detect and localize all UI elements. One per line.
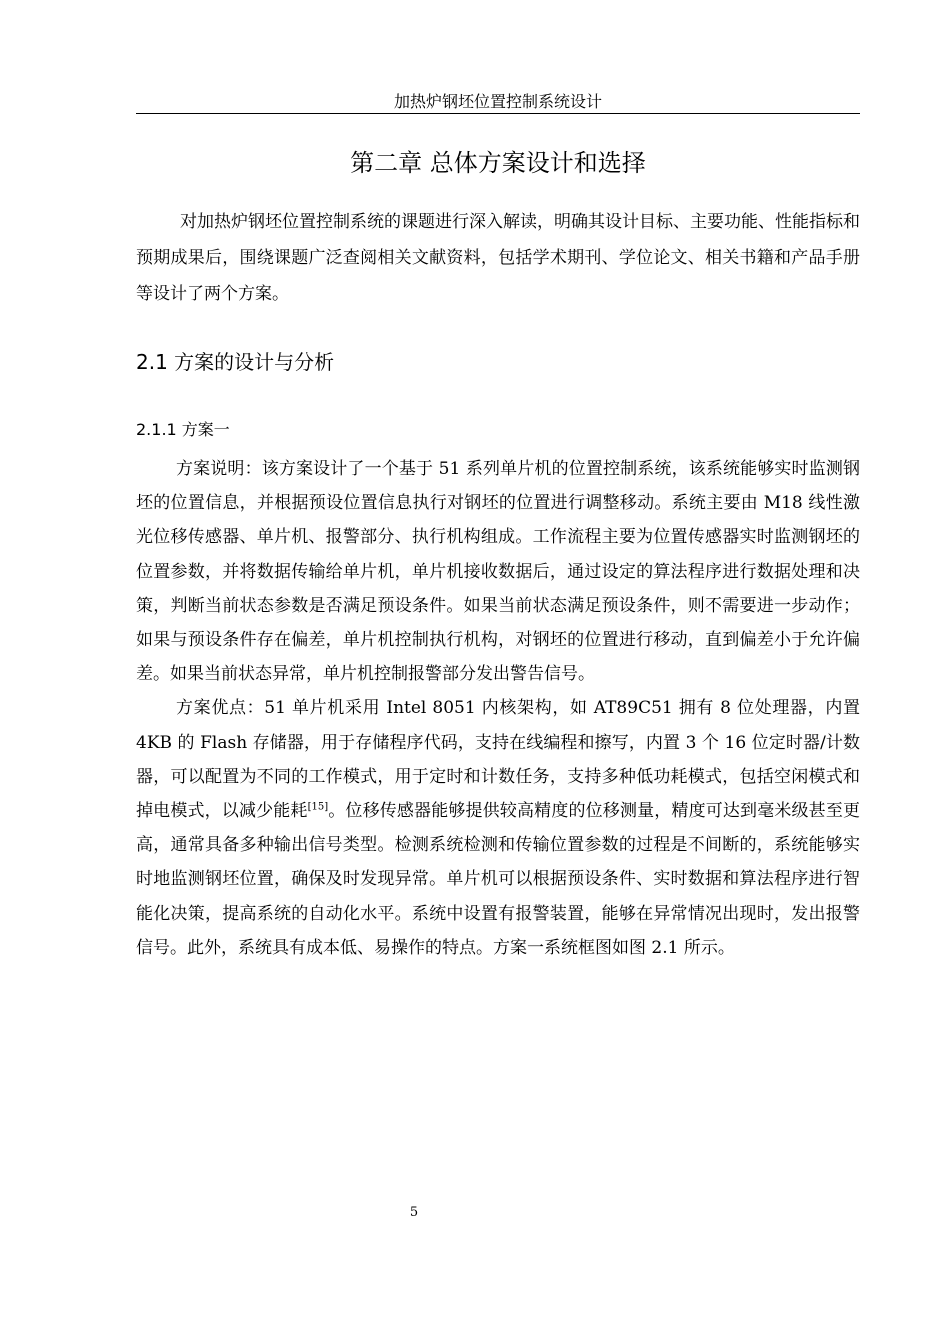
scheme-advantages-paragraph (136, 691, 860, 965)
header-divider (136, 113, 860, 114)
citation-marker: [15] (307, 801, 329, 813)
page-number: 5 (409, 1205, 419, 1220)
body-text (136, 452, 860, 965)
running-header: 加热炉钢坯位置控制系统设计 (393, 92, 602, 111)
chapter-title: 第二章 总体方案设计和选择 (350, 149, 646, 177)
scheme-description-paragraph: 方案说明：该方案设计了一个基于 51 系列单片机的位置控制系统，该系统能够实时监测钢坯的位置信息，并根据预设位置信息执行对钢坯的位置进行调整移动。系统主要由 M18 线性激光位移传感器、单片机、报警部分、执行机构组成。工作流程主要为位置传感器实时监测钢坯的位置参数，并将数据传输给单片机，单片机接收数据后，通过设定的算法程序进行数据处理和决策，判断当前状态参数是否满足预设条件。如果当前状态满足预设条件，则不需要进一步动作；如果与预设条件存在偏差，单片机控制执行机构，对钢坯的位置进行移动，直到偏差小于允许偏差。如果当前状态异常，单片机控制报警部分发出警告信号。 (136, 459, 860, 685)
section-heading: 2.1 方案的设计与分析 (136, 350, 335, 374)
chapter-intro-paragraph: 对加热炉钢坯位置控制系统的课题进行深入解读，明确其设计目标、主要功能、性能指标和预期成果后，围绕课题广泛查阅相关文献资料，包括学术期刊、学位论文、相关书籍和产品手册等设计了两个方案。 (136, 212, 860, 304)
subsection-heading: 2.1.1 方案一 (136, 420, 230, 439)
advantages-text-part-2: 。位移传感器能够提供较高精度的位移测量，精度可达到毫米级甚至更高，通常具备多种输出信号类型。检测系统检测和传输位置参数的过程是不间断的，系统能够实时地监测钢坯位置，确保及时发现异常。单片机可以根据预设条件、实时数据和算法程序进行智能化决策，提高系统的自动化水平。系统中设置有报警装置，能够在异常情况出现时，发出报警信号。此外，系统具有成本低、易操作的特点。方案一系统框图如图 2.1 所示。 (136, 801, 860, 958)
advantages-text-part-1: 方案优点：51 单片机采用 Intel 8051 内核架构，如 AT89C51 拥有 8 位处理器，内置 4KB 的 Flash 存储器，用于存储程序代码，支持在线编程和擦写，内置 3 个 16 位定时器/计数器，可以配置为不同的工作模式，用于定时和计数任务，支持多种低功耗模式，包括空闲模式和掉电模式，以减少能耗 (136, 698, 860, 822)
